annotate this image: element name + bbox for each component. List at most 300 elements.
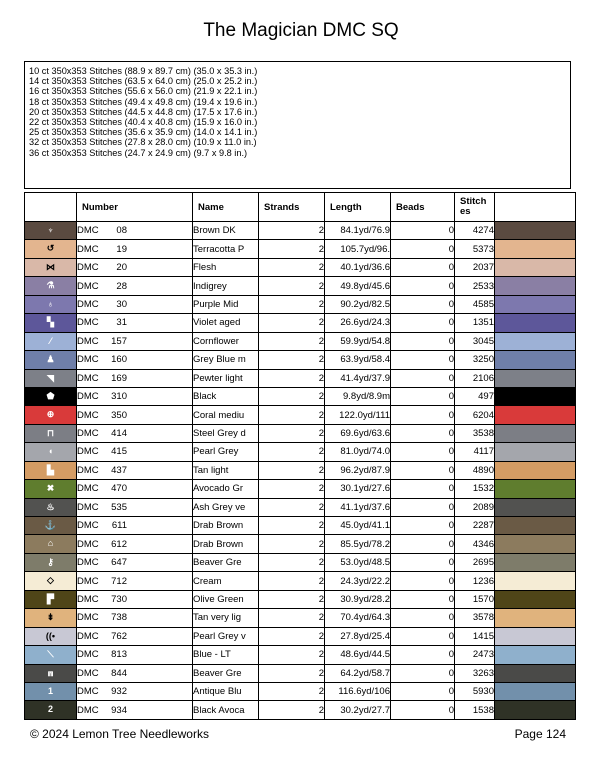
- length-cell: 30.9yd/28.2: [325, 590, 391, 608]
- length-cell: 81.0yd/74.0: [325, 443, 391, 461]
- chart-symbol-icon: ⬟: [25, 388, 76, 405]
- fabric-size-line: 22 ct 350x353 Stitches (40.4 x 40.8 cm) (15.9 x 16.0 in.): [29, 117, 258, 128]
- symbol-cell: [25, 240, 77, 258]
- length-cell: 49.8yd/45.6: [325, 277, 391, 295]
- name-cell: Coral mediu: [193, 406, 259, 424]
- brand-label: DMC: [77, 317, 99, 329]
- stitches-cell: 3263: [455, 664, 495, 682]
- floss-code: 157: [111, 335, 127, 347]
- stitches-cell: 2695: [455, 553, 495, 571]
- number-cell: [77, 369, 193, 387]
- brand-label: DMC: [77, 612, 99, 624]
- brand-label: DMC: [77, 262, 99, 274]
- strands-cell: 2: [259, 553, 325, 571]
- number-cell: [77, 461, 193, 479]
- brand-label: DMC: [77, 298, 99, 310]
- length-cell: 90.2yd/82.5: [325, 295, 391, 313]
- beads-cell: 0: [391, 258, 455, 276]
- name-cell: Steel Grey d: [193, 424, 259, 442]
- floss-code: 762: [111, 630, 127, 642]
- number-cell: [77, 646, 193, 664]
- symbol-cell: [25, 609, 77, 627]
- table-row: [25, 517, 576, 535]
- beads-cell: 0: [391, 646, 455, 664]
- symbol-cell: [25, 461, 77, 479]
- symbol-cell: [25, 590, 77, 608]
- name-cell: Black: [193, 387, 259, 405]
- brand-label: DMC: [77, 372, 99, 384]
- stitches-cell: 1415: [455, 627, 495, 645]
- name-cell: Cornflower: [193, 332, 259, 350]
- number-cell: [77, 535, 193, 553]
- symbol-cell: [25, 682, 77, 700]
- symbol-cell: [25, 443, 77, 461]
- stitches-cell: 1351: [455, 314, 495, 332]
- name-cell: Indigrey: [193, 277, 259, 295]
- brand-label: DMC: [77, 446, 99, 458]
- strands-header: Strands: [259, 193, 325, 222]
- table-row: [25, 480, 576, 498]
- length-cell: 41.1yd/37.6: [325, 498, 391, 516]
- stitches-cell: 2089: [455, 498, 495, 516]
- chart-symbol-icon: ⊕: [25, 406, 76, 423]
- page-number: Page 124: [514, 727, 566, 741]
- strands-cell: 2: [259, 240, 325, 258]
- brand-label: DMC: [77, 575, 99, 587]
- chart-symbol-icon: ⟍: [25, 646, 76, 663]
- symbol-cell: [25, 535, 77, 553]
- beads-cell: 0: [391, 387, 455, 405]
- brand-label: DMC: [77, 538, 99, 550]
- name-cell: Tan light: [193, 461, 259, 479]
- number-cell: [77, 240, 193, 258]
- chart-symbol-icon: ⁄: [25, 333, 76, 350]
- stitches-header: Stitch es: [455, 193, 495, 222]
- strands-cell: 2: [259, 277, 325, 295]
- strands-cell: 2: [259, 295, 325, 313]
- chart-symbol-icon: ((•: [25, 628, 76, 645]
- strands-cell: 2: [259, 258, 325, 276]
- chart-symbol-icon: 2: [25, 701, 76, 718]
- chart-symbol-icon: ⊓: [25, 425, 76, 442]
- name-cell: Drab Brown: [193, 517, 259, 535]
- floss-code: 612: [111, 538, 127, 550]
- stitches-cell: 1538: [455, 701, 495, 719]
- name-cell: Ash Grey ve: [193, 498, 259, 516]
- symbol-cell: [25, 664, 77, 682]
- name-cell: Purple Mid: [193, 295, 259, 313]
- name-cell: Pewter light: [193, 369, 259, 387]
- name-cell: Antique Blu: [193, 682, 259, 700]
- table-row: [25, 590, 576, 608]
- table-row: [25, 627, 576, 645]
- number-header: Number: [77, 193, 193, 222]
- table-row: [25, 498, 576, 516]
- number-cell: [77, 664, 193, 682]
- floss-code: 712: [111, 575, 127, 587]
- symbol-cell: [25, 572, 77, 590]
- brand-label: DMC: [77, 686, 99, 698]
- table-row: [25, 351, 576, 369]
- number-cell: [77, 590, 193, 608]
- copyright-text: © 2024 Lemon Tree Needleworks: [30, 727, 209, 741]
- color-swatch: [495, 682, 576, 700]
- number-cell: [77, 424, 193, 442]
- chart-symbol-icon: ♟: [25, 351, 76, 368]
- beads-cell: 0: [391, 314, 455, 332]
- strands-cell: 2: [259, 517, 325, 535]
- brand-label: DMC: [77, 520, 99, 532]
- color-swatch: [495, 517, 576, 535]
- number-cell: [77, 222, 193, 240]
- beads-cell: 0: [391, 461, 455, 479]
- chart-symbol-icon: ⌂: [25, 535, 76, 552]
- brand-label: DMC: [77, 354, 99, 366]
- beads-cell: 0: [391, 590, 455, 608]
- strands-cell: 2: [259, 682, 325, 700]
- strands-cell: 2: [259, 701, 325, 719]
- length-cell: 64.2yd/58.7: [325, 664, 391, 682]
- table-row: [25, 572, 576, 590]
- floss-code: 844: [111, 667, 127, 679]
- strands-cell: 2: [259, 461, 325, 479]
- stitches-cell: 2106: [455, 369, 495, 387]
- table-row: [25, 277, 576, 295]
- strands-cell: 2: [259, 443, 325, 461]
- chart-symbol-icon: 1: [25, 683, 76, 700]
- length-cell: 40.1yd/36.6: [325, 258, 391, 276]
- number-cell: [77, 277, 193, 295]
- name-cell: Avocado Gr: [193, 480, 259, 498]
- beads-cell: 0: [391, 332, 455, 350]
- symbol-cell: [25, 406, 77, 424]
- color-swatch: [495, 590, 576, 608]
- beads-cell: 0: [391, 535, 455, 553]
- stitches-cell: 4346: [455, 535, 495, 553]
- number-cell: [77, 627, 193, 645]
- fabric-size-line: 14 ct 350x353 Stitches (63.5 x 64.0 cm) (25.0 x 25.2 in.): [29, 76, 258, 87]
- floss-code: 437: [111, 464, 127, 476]
- strands-cell: 2: [259, 351, 325, 369]
- brand-label: DMC: [77, 667, 99, 679]
- table-row: [25, 461, 576, 479]
- color-swatch: [495, 222, 576, 240]
- color-swatch: [495, 277, 576, 295]
- symbol-cell: [25, 332, 77, 350]
- name-cell: Flesh: [193, 258, 259, 276]
- number-cell: [77, 517, 193, 535]
- beads-cell: 0: [391, 572, 455, 590]
- chart-symbol-icon: ♁: [25, 296, 76, 313]
- strands-cell: 2: [259, 535, 325, 553]
- color-swatch: [495, 351, 576, 369]
- name-cell: Blue - LT: [193, 646, 259, 664]
- floss-code: 310: [111, 391, 127, 403]
- fabric-size-line: 16 ct 350x353 Stitches (55.6 x 56.0 cm) (21.9 x 22.1 in.): [29, 86, 258, 97]
- table-row: [25, 424, 576, 442]
- number-cell: [77, 351, 193, 369]
- strands-cell: 2: [259, 406, 325, 424]
- number-cell: [77, 314, 193, 332]
- color-swatch: [495, 387, 576, 405]
- beads-cell: 0: [391, 406, 455, 424]
- brand-label: DMC: [77, 483, 99, 495]
- strands-cell: 2: [259, 424, 325, 442]
- symbol-cell: [25, 701, 77, 719]
- color-swatch: [495, 258, 576, 276]
- color-swatch: [495, 240, 576, 258]
- beads-cell: 0: [391, 443, 455, 461]
- stitches-cell: 4585: [455, 295, 495, 313]
- chart-symbol-icon: ✖: [25, 480, 76, 497]
- table-row: [25, 701, 576, 719]
- beads-cell: 0: [391, 295, 455, 313]
- symbol-cell: [25, 646, 77, 664]
- brand-label: DMC: [77, 649, 99, 661]
- symbol-cell: [25, 498, 77, 516]
- stitches-cell: 3578: [455, 609, 495, 627]
- number-cell: [77, 332, 193, 350]
- table-row: [25, 295, 576, 313]
- length-cell: 30.1yd/27.6: [325, 480, 391, 498]
- number-cell: [77, 609, 193, 627]
- strands-cell: 2: [259, 498, 325, 516]
- length-cell: 116.6yd/106: [325, 682, 391, 700]
- color-swatch: [495, 627, 576, 645]
- color-swatch: [495, 369, 576, 387]
- number-cell: [77, 572, 193, 590]
- length-cell: 105.7yd/96.: [325, 240, 391, 258]
- floss-code: 415: [111, 446, 127, 458]
- name-header: Name: [193, 193, 259, 222]
- beads-cell: 0: [391, 222, 455, 240]
- symbol-cell: [25, 517, 77, 535]
- color-swatch: [495, 443, 576, 461]
- name-cell: Olive Green: [193, 590, 259, 608]
- fabric-size-line: 20 ct 350x353 Stitches (44.5 x 44.8 cm) (17.5 x 17.6 in.): [29, 106, 258, 117]
- table-row: [25, 258, 576, 276]
- table-row: [25, 314, 576, 332]
- fabric-size-line: 36 ct 350x353 Stitches (24.7 x 24.9 cm) (9.7 x 9.8 in.): [29, 147, 248, 158]
- color-swatch: [495, 295, 576, 313]
- floss-code: 31: [116, 317, 127, 329]
- length-cell: 45.0yd/41.1: [325, 517, 391, 535]
- stitches-cell: 6204: [455, 406, 495, 424]
- table-row: [25, 646, 576, 664]
- brand-label: DMC: [77, 464, 99, 476]
- length-cell: 63.9yd/58.4: [325, 351, 391, 369]
- chart-symbol-icon: ▛: [25, 591, 76, 608]
- table-row: [25, 553, 576, 571]
- table-row: [25, 443, 576, 461]
- stitches-cell: 1532: [455, 480, 495, 498]
- color-swatch: [495, 406, 576, 424]
- chart-symbol-icon: ⇟: [25, 609, 76, 626]
- name-cell: Pearl Grey: [193, 443, 259, 461]
- symbol-cell: [25, 277, 77, 295]
- stitches-cell: 1236: [455, 572, 495, 590]
- floss-code: 414: [111, 428, 127, 440]
- number-cell: [77, 701, 193, 719]
- length-cell: 41.4yd/37.9: [325, 369, 391, 387]
- strands-cell: 2: [259, 314, 325, 332]
- length-cell: 26.6yd/24.3: [325, 314, 391, 332]
- stitches-cell: 3250: [455, 351, 495, 369]
- floss-code: 169: [111, 372, 127, 384]
- number-cell: [77, 498, 193, 516]
- beads-cell: 0: [391, 609, 455, 627]
- symbol-cell: [25, 314, 77, 332]
- floss-code: 647: [111, 557, 127, 569]
- beads-cell: 0: [391, 480, 455, 498]
- strands-cell: 2: [259, 609, 325, 627]
- floss-code: 611: [111, 520, 127, 532]
- stitches-cell: 1570: [455, 590, 495, 608]
- fabric-size-line: 25 ct 350x353 Stitches (35.6 x 35.9 cm) (14.0 x 14.1 in.): [29, 127, 258, 138]
- length-cell: 48.6yd/44.5: [325, 646, 391, 664]
- floss-code: 20: [116, 262, 127, 274]
- symbol-cell: [25, 553, 77, 571]
- color-swatch: [495, 572, 576, 590]
- floss-code: 813: [111, 649, 127, 661]
- name-cell: Beaver Gre: [193, 553, 259, 571]
- brand-label: DMC: [77, 501, 99, 513]
- number-cell: [77, 387, 193, 405]
- color-swatch: [495, 701, 576, 719]
- stitches-cell: 2287: [455, 517, 495, 535]
- chart-symbol-icon: ◥: [25, 370, 76, 387]
- stitches-cell: 4890: [455, 461, 495, 479]
- strands-cell: 2: [259, 332, 325, 350]
- length-cell: 53.0yd/48.5: [325, 553, 391, 571]
- length-cell: 24.3yd/22.2: [325, 572, 391, 590]
- table-row: [25, 609, 576, 627]
- length-cell: 122.0yd/111: [325, 406, 391, 424]
- strands-cell: 2: [259, 387, 325, 405]
- color-swatch: [495, 498, 576, 516]
- stitches-cell: 3538: [455, 424, 495, 442]
- name-cell: Brown DK: [193, 222, 259, 240]
- name-cell: Pearl Grey v: [193, 627, 259, 645]
- length-cell: 9.8yd/8.9m: [325, 387, 391, 405]
- brand-label: DMC: [77, 391, 99, 403]
- fabric-size-line: 32 ct 350x353 Stitches (27.8 x 28.0 cm) (10.9 x 11.0 in.): [29, 137, 257, 148]
- name-cell: Violet aged: [193, 314, 259, 332]
- beads-cell: 0: [391, 517, 455, 535]
- brand-label: DMC: [77, 225, 99, 237]
- stitches-cell: 497: [455, 387, 495, 405]
- stitches-cell: 5930: [455, 682, 495, 700]
- page-title: The Magician DMC SQ: [203, 20, 399, 41]
- color-swatch: [495, 424, 576, 442]
- fabric-size-line: 10 ct 350x353 Stitches (88.9 x 89.7 cm) (35.0 x 35.3 in.): [29, 66, 258, 76]
- beads-cell: 0: [391, 701, 455, 719]
- symbol-cell: [25, 258, 77, 276]
- table-row: [25, 387, 576, 405]
- symbol-header: [25, 193, 77, 222]
- floss-code: 19: [116, 243, 127, 255]
- brand-label: DMC: [77, 593, 99, 605]
- length-cell: 70.4yd/64.3: [325, 609, 391, 627]
- color-swatch: [495, 461, 576, 479]
- stitches-cell: 4117: [455, 443, 495, 461]
- floss-code: 535: [111, 501, 127, 513]
- number-cell: [77, 443, 193, 461]
- symbol-cell: [25, 480, 77, 498]
- floss-code: 470: [111, 483, 127, 495]
- number-cell: [77, 406, 193, 424]
- name-cell: Drab Brown: [193, 535, 259, 553]
- chart-symbol-icon: ▚: [25, 314, 76, 331]
- chart-symbol-icon: ◇: [25, 572, 76, 589]
- floss-code: 08: [116, 225, 127, 237]
- table-row: [25, 535, 576, 553]
- thread-table: [24, 192, 576, 720]
- table-row: [25, 369, 576, 387]
- stitches-cell: 5373: [455, 240, 495, 258]
- floss-code: 30: [116, 298, 127, 310]
- chart-symbol-icon: ♨: [25, 499, 76, 516]
- table-row: [25, 332, 576, 350]
- brand-label: DMC: [77, 243, 99, 255]
- number-cell: [77, 553, 193, 571]
- name-cell: Cream: [193, 572, 259, 590]
- strands-cell: 2: [259, 369, 325, 387]
- length-cell: 30.2yd/27.7: [325, 701, 391, 719]
- floss-code: 28: [116, 280, 127, 292]
- stitches-cell: 4274: [455, 222, 495, 240]
- beads-header: Beads: [391, 193, 455, 222]
- beads-cell: 0: [391, 424, 455, 442]
- length-cell: 85.5yd/78.2: [325, 535, 391, 553]
- brand-label: DMC: [77, 630, 99, 642]
- symbol-cell: [25, 424, 77, 442]
- fabric-sizes-box: [24, 61, 571, 189]
- color-swatch: [495, 664, 576, 682]
- strands-cell: 2: [259, 590, 325, 608]
- beads-cell: 0: [391, 277, 455, 295]
- symbol-cell: [25, 351, 77, 369]
- brand-label: DMC: [77, 280, 99, 292]
- table-header-row: [25, 193, 576, 222]
- length-cell: 59.9yd/54.8: [325, 332, 391, 350]
- table-row: [25, 240, 576, 258]
- floss-code: 932: [111, 686, 127, 698]
- strands-cell: 2: [259, 627, 325, 645]
- floss-code: 350: [111, 409, 127, 421]
- symbol-cell: [25, 369, 77, 387]
- color-swatch: [495, 332, 576, 350]
- chart-symbol-icon: ↺: [25, 240, 76, 257]
- symbol-cell: [25, 627, 77, 645]
- stitches-cell: 2037: [455, 258, 495, 276]
- color-swatch: [495, 553, 576, 571]
- beads-cell: 0: [391, 351, 455, 369]
- floss-code: 730: [111, 593, 127, 605]
- length-cell: 96.2yd/87.9: [325, 461, 391, 479]
- stitches-cell: 2473: [455, 646, 495, 664]
- brand-label: DMC: [77, 428, 99, 440]
- floss-code: 738: [111, 612, 127, 624]
- beads-cell: 0: [391, 553, 455, 571]
- name-cell: Tan very lig: [193, 609, 259, 627]
- beads-cell: 0: [391, 682, 455, 700]
- table-row: [25, 222, 576, 240]
- beads-cell: 0: [391, 240, 455, 258]
- brand-label: DMC: [77, 335, 99, 347]
- length-cell: 69.6yd/63.6: [325, 424, 391, 442]
- length-cell: 84.1yd/76.9: [325, 222, 391, 240]
